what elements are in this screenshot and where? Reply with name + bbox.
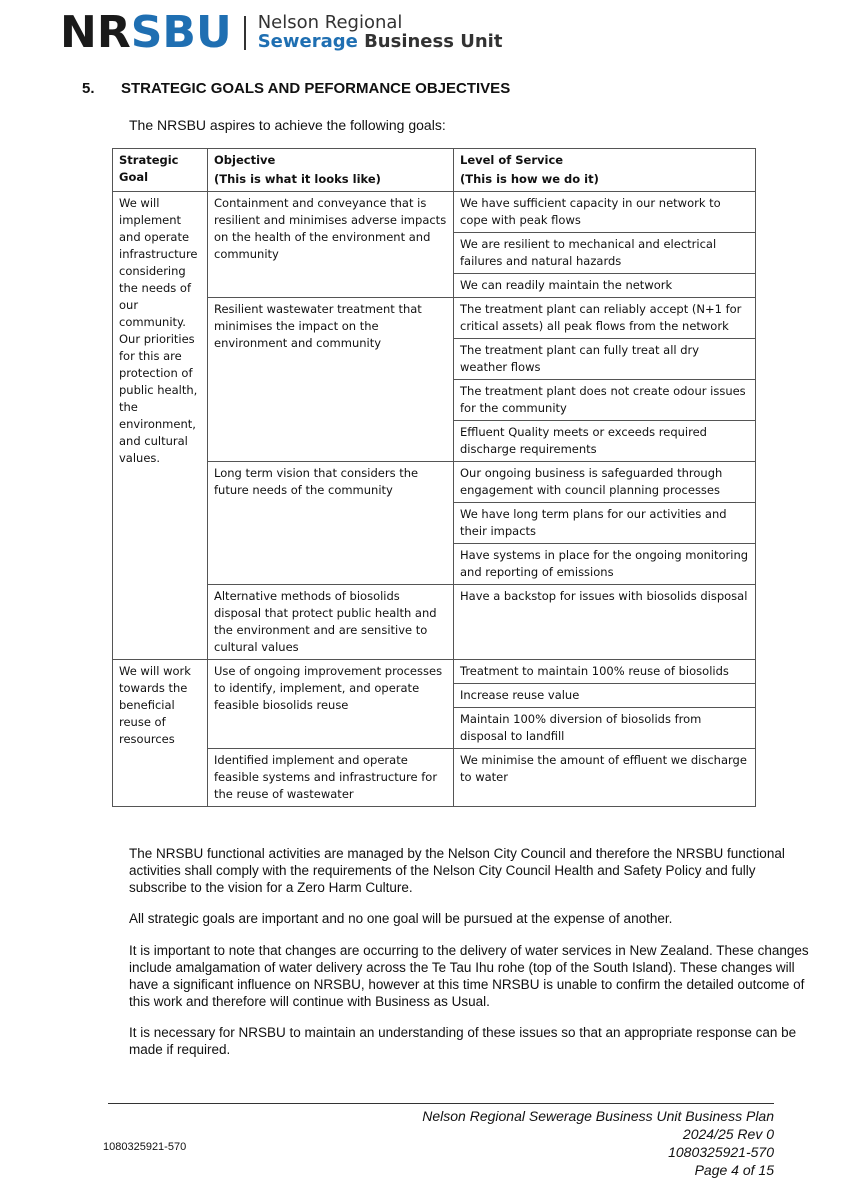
service-cell: The treatment plant can reliably accept (N+1 for critical assets) all peak flows from the network [454,298,756,339]
service-cell: We are resilient to mechanical and electrical failures and natural hazards [454,233,756,274]
objective-cell: Identified implement and operate feasible systems and infrastructure for the reuse of wastewater [208,749,454,807]
table-row [113,462,756,503]
objective-cell: Containment and conveyance that is resilient and minimises adverse impacts on the health of the environment and community [208,192,454,298]
objective-cell: Long term vision that considers the future needs of the community [208,462,454,585]
paragraph-strategic-goals: All strategic goals are important and no one goal will be pursued at the expense of another. [129,911,673,926]
section-title: STRATEGIC GOALS AND PEFORMANCE OBJECTIVES [121,80,511,97]
header-objective-sub: (This is what it looks like) [214,172,381,186]
paragraph-response: It is necessary for NRSBU to maintain an understanding of these issues so that an appropriate response can be made if required. [129,1025,797,1057]
goal-cell-2: We will work towards the beneficial reuse of resources [113,660,208,807]
header-level-of-service [454,149,756,192]
service-cell: We can readily maintain the network [454,274,756,298]
service-cell: Treatment to maintain 100% reuse of biosolids [454,660,756,684]
objective-cell: Resilient wastewater treatment that minimises the impact on the environment and community [208,298,454,462]
section-number: 5. [82,80,95,97]
objective-cell: Alternative methods of biosolids disposal that protect public health and the environment and are sensitive to cultural values [208,585,454,660]
footer-doc-id: 1080325921-570 [103,1141,187,1153]
header-objective-title: Objective [214,153,276,167]
service-cell: We have long term plans for our activities and their impacts [454,503,756,544]
service-cell: Maintain 100% diversion of biosolids from disposal to landfill [454,708,756,749]
service-cell: Effluent Quality meets or exceeds required discharge requirements [454,421,756,462]
footer-rule [108,1103,774,1104]
logo-line-2 [257,30,503,52]
objective-cell: Use of ongoing improvement processes to identify, implement, and operate feasible biosolids reuse [208,660,454,749]
logo-wordmark [60,6,232,58]
header-service-title: Level of Service [460,153,564,167]
service-cell: The treatment plant does not create odour issues for the community [454,380,756,421]
service-cell: We have sufficient capacity in our network to cope with peak flows [454,192,756,233]
nrsbu-logo [60,6,503,58]
table-row [113,749,756,807]
logo-line-2-rest: Business Unit [357,30,503,52]
paragraph-water-services: It is important to note that changes are occurring to the delivery of water services in New Zealand. These changes include amalgamation of water delivery across the Te Tau Ihu rohe (top of the South Island). These changes will have a significant influence on NRSBU, however at this time NRSBU is unable to confirm the detailed outcome of this work and therefore will continue with Business as Usual. [129,943,809,1009]
logo-line-2-blue: Sewerage [257,30,358,52]
footer-doc-number: 1080325921-570 [668,1144,774,1160]
service-cell: Our ongoing business is safeguarded through engagement with council planning processes [454,462,756,503]
intro-text: The NRSBU aspires to achieve the following goals: [129,117,446,133]
logo-subtitle [257,11,503,52]
service-cell: Have a backstop for issues with biosolids disposal [454,585,756,660]
table-row [113,660,756,684]
section-heading [82,80,510,97]
logo-line-1: Nelson Regional [257,11,403,33]
footer-info [422,1107,774,1179]
table-row [113,192,756,233]
logo-word-nr: NR [60,6,131,58]
header-objective [208,149,454,192]
footer-title: Nelson Regional Sewerage Business Unit Business Plan [422,1108,774,1124]
footer-page-number: Page 4 of 15 [694,1162,774,1178]
goal-cell-1: We will implement and operate infrastructure considering the needs of our community. Our priorities for this are protection of public health, the environment, and cultural values. [113,192,208,660]
footer-revision: 2024/25 Rev 0 [682,1126,774,1142]
logo-word-sbu: SBU [130,6,232,58]
service-cell: We minimise the amount of effluent we discharge to water [454,749,756,807]
service-cell: The treatment plant can fully treat all dry weather flows [454,339,756,380]
table-row [113,298,756,339]
header-strategic-goal: Strategic Goal [113,149,208,192]
goals-table [112,148,756,807]
table-row [113,585,756,660]
paragraph-health-safety: The NRSBU functional activities are managed by the Nelson City Council and therefore the NRSBU functional activities shall comply with the requirements of the Nelson City Council Health and Safety Policy and fully subscribe to the vision for a Zero Harm Culture. [129,846,785,895]
logo-divider [244,16,246,50]
service-cell: Increase reuse value [454,684,756,708]
header-service-sub: (This is how we do it) [460,172,599,186]
table-header-row [113,149,756,192]
service-cell: Have systems in place for the ongoing monitoring and reporting of emissions [454,544,756,585]
